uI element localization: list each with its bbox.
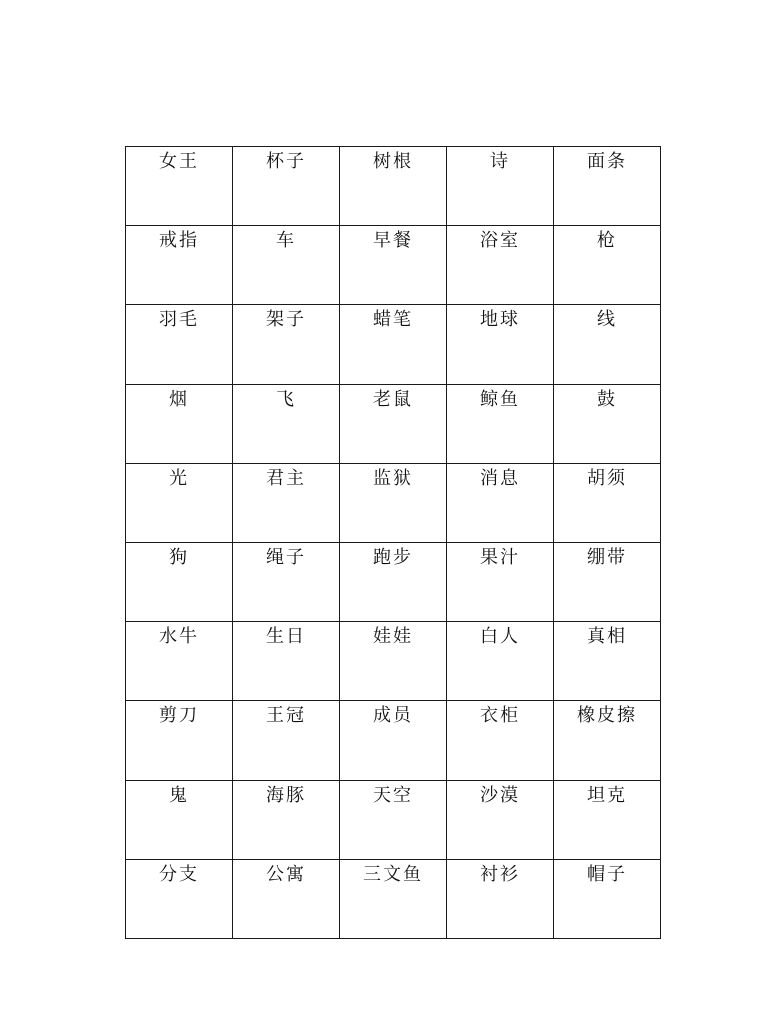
table-cell: 绷带 — [554, 542, 661, 621]
table-cell: 监狱 — [340, 463, 447, 542]
table-cell: 架子 — [233, 305, 340, 384]
table-cell: 衣柜 — [447, 701, 554, 780]
table-row — [126, 622, 661, 701]
table-cell: 橡皮擦 — [554, 701, 661, 780]
table-cell: 坦克 — [554, 780, 661, 859]
table-row — [126, 859, 661, 938]
table-cell: 衬衫 — [447, 859, 554, 938]
word-table-body — [126, 147, 661, 939]
table-cell: 地球 — [447, 305, 554, 384]
table-cell: 剪刀 — [126, 701, 233, 780]
table-cell: 光 — [126, 463, 233, 542]
table-row — [126, 780, 661, 859]
table-row — [126, 384, 661, 463]
table-cell: 三文鱼 — [340, 859, 447, 938]
table-cell: 帽子 — [554, 859, 661, 938]
table-cell: 诗 — [447, 147, 554, 226]
table-cell: 狗 — [126, 542, 233, 621]
table-row — [126, 701, 661, 780]
table-cell: 面条 — [554, 147, 661, 226]
table-cell: 杯子 — [233, 147, 340, 226]
table-row — [126, 463, 661, 542]
table-cell: 老鼠 — [340, 384, 447, 463]
word-table — [125, 146, 661, 939]
table-cell: 君主 — [233, 463, 340, 542]
table-row — [126, 305, 661, 384]
table-cell: 鼓 — [554, 384, 661, 463]
table-cell: 树根 — [340, 147, 447, 226]
table-cell: 鲸鱼 — [447, 384, 554, 463]
table-row — [126, 226, 661, 305]
table-cell: 胡须 — [554, 463, 661, 542]
table-cell: 分支 — [126, 859, 233, 938]
table-cell: 绳子 — [233, 542, 340, 621]
table-cell: 女王 — [126, 147, 233, 226]
table-cell: 早餐 — [340, 226, 447, 305]
table-cell: 鬼 — [126, 780, 233, 859]
table-cell: 羽毛 — [126, 305, 233, 384]
table-cell: 公寓 — [233, 859, 340, 938]
table-cell: 沙漠 — [447, 780, 554, 859]
table-cell: 天空 — [340, 780, 447, 859]
table-cell: 枪 — [554, 226, 661, 305]
table-cell: 线 — [554, 305, 661, 384]
table-cell: 浴室 — [447, 226, 554, 305]
table-row — [126, 147, 661, 226]
table-cell: 飞 — [233, 384, 340, 463]
table-cell: 王冠 — [233, 701, 340, 780]
table-cell: 真相 — [554, 622, 661, 701]
table-cell: 生日 — [233, 622, 340, 701]
table-cell: 娃娃 — [340, 622, 447, 701]
table-cell: 蜡笔 — [340, 305, 447, 384]
table-cell: 海豚 — [233, 780, 340, 859]
table-cell: 烟 — [126, 384, 233, 463]
table-cell: 水牛 — [126, 622, 233, 701]
table-cell: 成员 — [340, 701, 447, 780]
table-cell: 跑步 — [340, 542, 447, 621]
table-row — [126, 542, 661, 621]
table-cell: 消息 — [447, 463, 554, 542]
table-cell: 果汁 — [447, 542, 554, 621]
table-cell: 车 — [233, 226, 340, 305]
table-cell: 白人 — [447, 622, 554, 701]
table-cell: 戒指 — [126, 226, 233, 305]
